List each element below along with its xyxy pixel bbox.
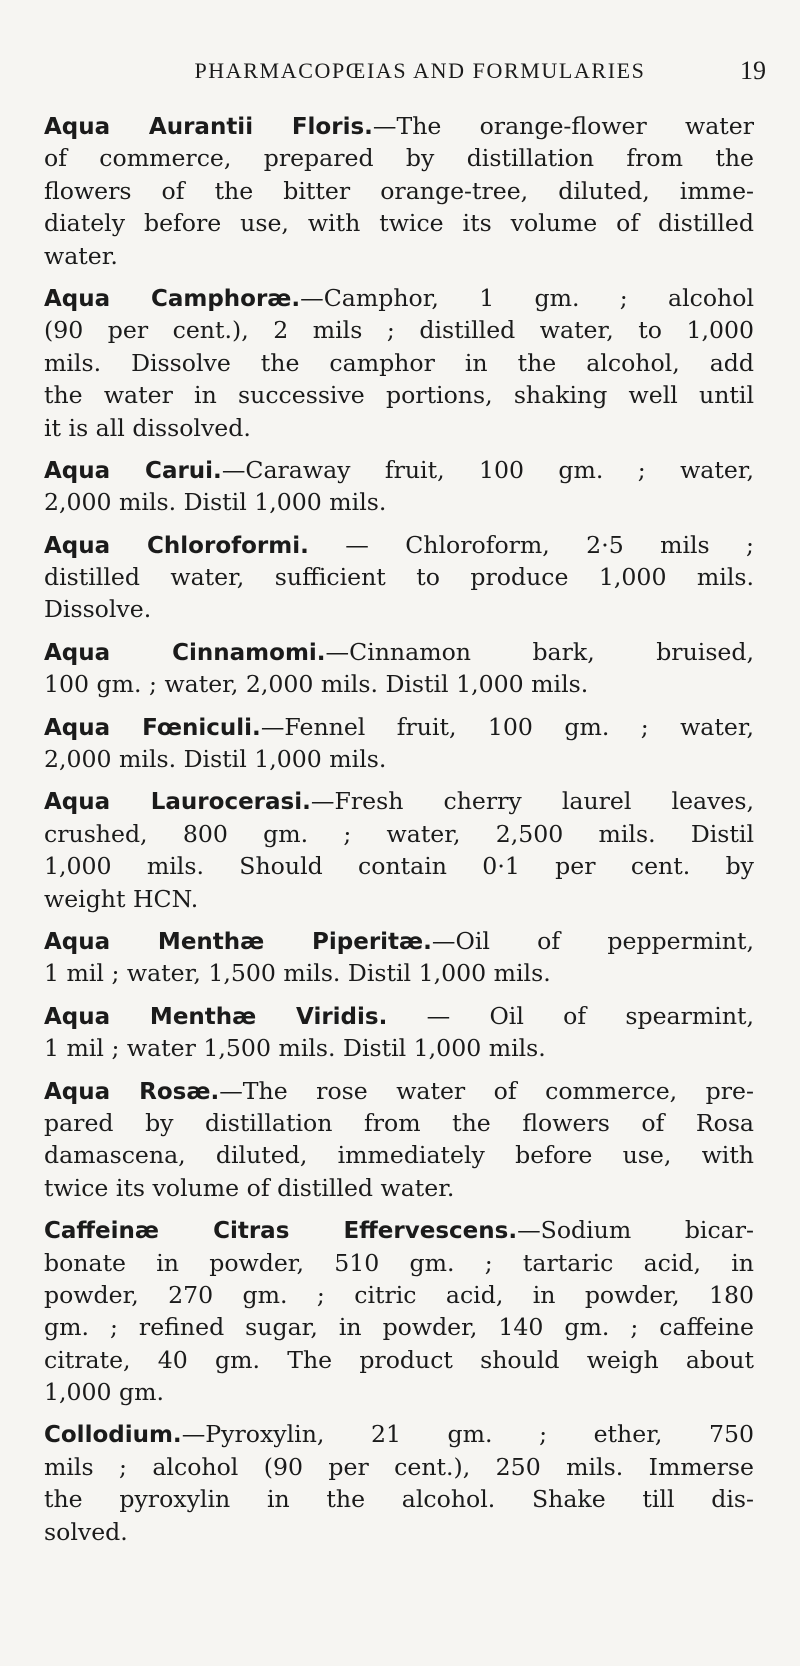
entry-line [44, 1483, 754, 1515]
entry-text: —The rose water of commerce, pre- [219, 1076, 754, 1105]
formulary-entry [44, 282, 754, 444]
entry-text: it is all dissolved. [44, 413, 251, 442]
entry-text: gm. ; refined sugar, in powder, 140 gm. ; caffeine [44, 1313, 754, 1342]
entry-text: diately before use, with twice its volume of distilled [44, 209, 754, 238]
entry-text: — Chloroform, 2·5 mils ; [308, 530, 754, 559]
entry-text: 2,000 mils. Distil 1,000 mils. [44, 745, 387, 774]
entry-text: of commerce, prepared by distillation from the [44, 144, 754, 173]
formulary-entry [44, 925, 754, 990]
entry-line [44, 711, 754, 743]
entry-line [44, 1344, 754, 1376]
entry-line [44, 1279, 754, 1311]
entry-text: flowers of the bitter orange-tree, diluted, imme- [44, 176, 754, 205]
page-number: 19 [740, 56, 766, 85]
entry-line [44, 593, 754, 625]
entry-text: mils. Dissolve the camphor in the alcohol, add [44, 348, 754, 377]
entry-line [44, 636, 754, 668]
entry-title: Caffeinæ Citras Effervescens. [44, 1218, 518, 1245]
entry-line [44, 486, 754, 518]
running-head: PHARMACOPŒIAS AND FORMULARIES [194, 58, 646, 83]
entry-text: 1,000 gm. [44, 1378, 165, 1407]
entry-text: 1 mil ; water, 1,500 mils. Distil 1,000 mils. [44, 959, 551, 988]
entry-line [44, 1107, 754, 1139]
entry-line [44, 110, 754, 142]
entry-title: Aqua Carui. [44, 457, 222, 484]
entry-text: pared by distillation from the flowers of Rosa [44, 1108, 754, 1137]
entry-line [44, 175, 754, 207]
entry-text: the water in successive portions, shaking well until [44, 381, 754, 410]
entry-text: 2,000 mils. Distil 1,000 mils. [44, 488, 387, 517]
entry-title: Aqua Aurantii Floris. [44, 114, 373, 140]
entry-title: Aqua Chloroformi. [44, 532, 309, 559]
formulary-entry [44, 110, 754, 272]
entry-title: Collodium. [44, 1422, 182, 1449]
entry-title: Aqua Menthæ Viridis. [44, 1003, 388, 1030]
entry-line [44, 379, 754, 411]
entry-title: Aqua Laurocerasi. [44, 789, 311, 816]
entry-text: —Fresh cherry laurel leaves, [310, 787, 754, 816]
entry-line [44, 282, 754, 314]
entry-line [44, 454, 754, 486]
entry-line [44, 142, 754, 174]
entry-line [44, 818, 754, 850]
entry-line [44, 1032, 754, 1064]
entry-text: the pyroxylin in the alcohol. Shake till dis- [44, 1485, 754, 1514]
entry-text: —Sodium bicar- [517, 1216, 754, 1245]
entry-line [44, 850, 754, 882]
entry-line [44, 1172, 754, 1204]
entry-text: — Oil of spearmint, [387, 1001, 754, 1030]
entry-text: —Camphor, 1 gm. ; alcohol [300, 283, 754, 312]
entry-line [44, 1214, 754, 1246]
entry-line [44, 240, 754, 272]
entry-line [44, 314, 754, 346]
entry-title: Aqua Cinnamomi. [44, 639, 326, 666]
entry-line [44, 1000, 754, 1032]
formulary-entry [44, 454, 754, 519]
entry-line [44, 1139, 754, 1171]
entry-line [44, 207, 754, 239]
entry-text: powder, 270 gm. ; citric acid, in powder, 180 [44, 1280, 754, 1309]
entry-line [44, 957, 754, 989]
entry-title: Aqua Fœniculi. [44, 714, 261, 741]
entry-text: distilled water, sufficient to produce 1,000 mils. [44, 563, 754, 592]
entry-line [44, 1247, 754, 1279]
entry-text: —Caraway fruit, 100 gm. ; water, [221, 455, 754, 484]
entry-text: (90 per cent.), 2 mils ; distilled water, to 1,000 [44, 316, 754, 345]
entry-text: twice its volume of distilled water. [44, 1173, 455, 1202]
entry-line [44, 1418, 754, 1450]
formulary-entry [44, 785, 754, 915]
formulary-entry [44, 1000, 754, 1065]
formulary-entry [44, 529, 754, 626]
entry-text: —The orange-flower water [372, 112, 754, 140]
entry-text: Dissolve. [44, 595, 152, 624]
entry-text: solved. [44, 1517, 128, 1546]
entry-text: citrate, 40 gm. The product should weigh about [44, 1345, 754, 1374]
entry-line [44, 1311, 754, 1343]
entry-line [44, 529, 754, 561]
entry-line [44, 561, 754, 593]
entry-line [44, 1516, 754, 1548]
entry-title: Aqua Menthæ Piperitæ. [44, 928, 432, 955]
formulary-entry [44, 1075, 754, 1205]
entry-text: 100 gm. ; water, 2,000 mils. Distil 1,000 mils. [44, 670, 589, 699]
formulary-entry [44, 1418, 754, 1548]
entry-line [44, 347, 754, 379]
entry-title: Aqua Rosæ. [44, 1078, 220, 1105]
entry-line [44, 1376, 754, 1408]
entry-line [44, 785, 754, 817]
entry-text: weight HCN. [44, 884, 199, 913]
entry-text: —Fennel fruit, 100 gm. ; water, [260, 712, 754, 741]
entry-text: 1 mil ; water 1,500 mils. Distil 1,000 mils. [44, 1034, 546, 1063]
entry-text: —Oil of peppermint, [431, 926, 754, 955]
entry-line [44, 925, 754, 957]
entry-line [44, 668, 754, 700]
entry-text: —Pyroxylin, 21 gm. ; ether, 750 [181, 1420, 754, 1449]
formulary-entry [44, 711, 754, 776]
entry-text: water. [44, 241, 118, 270]
entry-text: damascena, diluted, immediately before use, with [44, 1141, 754, 1170]
entry-line [44, 883, 754, 915]
formulary-entry [44, 1214, 754, 1408]
entry-title: Aqua Camphoræ. [44, 285, 301, 312]
entry-text: crushed, 800 gm. ; water, 2,500 mils. Distil [44, 819, 754, 848]
entry-line [44, 412, 754, 444]
entry-line [44, 1075, 754, 1107]
entry-line [44, 743, 754, 775]
entry-text: bonate in powder, 510 gm. ; tartaric acid, in [44, 1248, 754, 1277]
entry-text: —Cinnamon bark, bruised, [325, 637, 754, 666]
formulary-entries [44, 110, 754, 1558]
entry-text: 1,000 mils. Should contain 0·1 per cent. by [44, 852, 754, 881]
entry-line [44, 1451, 754, 1483]
formulary-entry [44, 636, 754, 701]
entry-text: mils ; alcohol (90 per cent.), 250 mils. Immerse [44, 1452, 754, 1481]
